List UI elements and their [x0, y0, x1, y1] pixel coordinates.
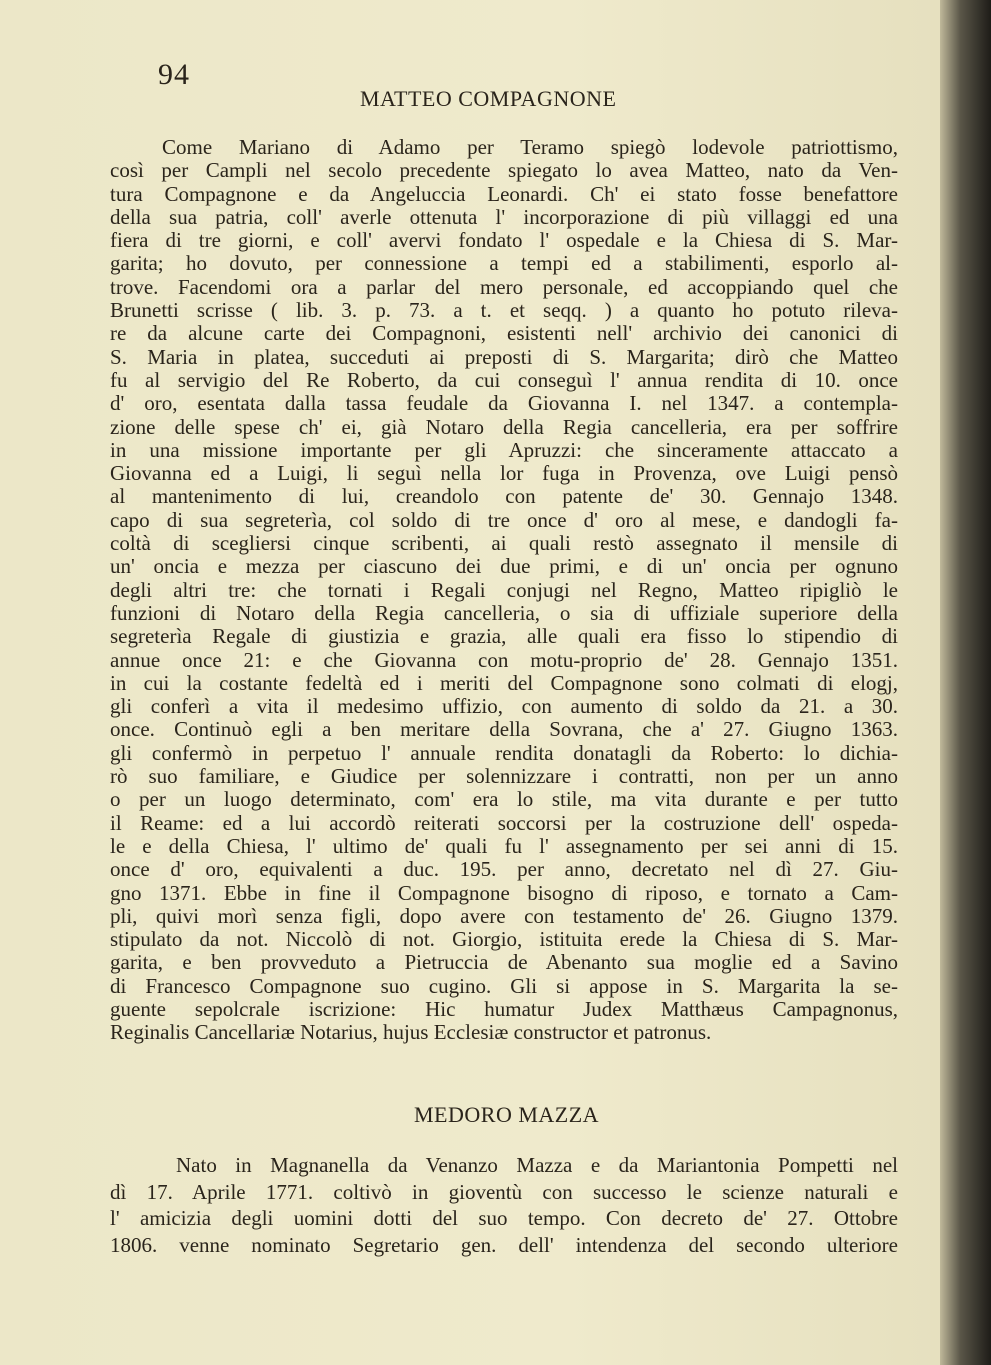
biography-medoro-mazza	[110, 1152, 898, 1258]
text-line: in una missione importante per gli Apruzzi: che sinceramente attaccato a	[110, 437, 898, 462]
text-line: l' amicizia degli uomini dotti del suo tempo. Con decreto de' 27. Ottobre	[110, 1206, 898, 1230]
text-line: segreterìa Regale di giustizia e grazia, alle quali era fisso lo stipendio di	[110, 624, 898, 649]
text-line: gli conferì a vita il medesimo uffizio, con aumento di soldo da 21. a 30.	[110, 694, 898, 719]
text-line: capo di sua segreterìa, col soldo di tre once d' oro al mese, e dandogli fa-	[110, 507, 898, 532]
text-line: Come Mariano di Adamo per Teramo spiegò lodevole patriottismo,	[162, 135, 898, 159]
text-line: re da alcune carte dei Compagnoni, esistenti nell' archivio dei canonici di	[110, 321, 898, 346]
text-line: dì 17. Aprile 1771. coltivò in gioventù con successo le scienze naturali e	[110, 1179, 898, 1204]
section-title-medoro-mazza: MEDORO MAZZA	[414, 1102, 600, 1127]
text-line: un' oncia e mezza per ciascuno dei due primi, e di un' oncia per ognuno	[110, 554, 898, 579]
text-line: d' oro, esentata dalla tassa feudale da Giovanna I. nel 1347. a contempla-	[110, 391, 898, 416]
text-line: coltà di scegliersi cinque scribenti, ai quali restò assegnato il mensile di	[110, 531, 898, 556]
text-line: Nato in Magnanella da Venanzo Mazza e da Mariantonia Pompetti nel	[176, 1153, 898, 1177]
text-line: Reginalis Cancellariæ Notarius, hujus Ecclesiæ constructor et patronus.	[110, 1020, 712, 1045]
text-line: garita, e ben provveduto a Pietruccia de Abenanto sua moglie ed a Savino	[110, 950, 898, 975]
text-line: della sua patria, coll' averle ottenuta l' incorporazione di più villaggi ed una	[110, 204, 898, 229]
text-line: S. Maria in platea, succeduti ai preposti di S. Margarita; dirò che Matteo	[110, 344, 898, 369]
book-gutter-shadow	[940, 0, 991, 1365]
text-line: tura Compagnone e da Angeluccia Leonardi. Ch' ei stato fosse benefattore	[110, 181, 898, 206]
text-line: rò suo familiare, e Giudice per solennizzare i contratti, non per un anno	[110, 764, 898, 789]
text-line: stipulato da not. Niccolò di not. Giorgio, istituita erede la Chiesa di S. Mar-	[110, 927, 898, 952]
text-line: al mantenimento di lui, creandolo con patente de' 30. Gennajo 1348.	[110, 484, 898, 509]
text-line: Giovanna ed a Luigi, li seguì nella lor fuga in Provenza, ove Luigi pensò	[110, 461, 898, 486]
text-line: guente sepolcrale iscrizione: Hic humatur Judex Matthæus Campagnonus,	[110, 996, 898, 1021]
text-line: 1806. venne nominato Segretario gen. dell' intendenza del secondo ulteriore	[110, 1232, 898, 1257]
text-line: le e della Chiesa, l' ultimo de' quali fu l' assegnamento per sei anni di 15.	[110, 833, 898, 858]
text-line: trove. Facendomi ora a parlar del mero personale, ed accoppiando quel che	[110, 274, 898, 299]
text-line: funzioni di Notaro della Regia cancelleria, o sia di uffiziale superiore della	[110, 600, 898, 625]
text-line: di Francesco Compagnone suo cugino. Gli si appose in S. Margarita la se-	[110, 973, 898, 998]
text-line: degli altri tre: che tornati i Regali conjugi nel Regno, Matteo ripigliò le	[110, 577, 898, 602]
text-line: così per Campli nel secolo precedente spiegato lo avea Matteo, nato da Ven-	[110, 158, 898, 183]
text-line: in cui la costante fedeltà ed i meriti del Compagnone sono colmati di elogj,	[110, 670, 898, 695]
text-line: fiera di tre giorni, e coll' avervi fondato l' ospedale e la Chiesa di S. Mar-	[110, 228, 898, 253]
text-line: annue once 21: e che Giovanna con motu-proprio de' 28. Gennajo 1351.	[110, 647, 898, 672]
text-line: gno 1371. Ebbe in fine il Compagnone bisogno di riposo, e tornato a Cam-	[110, 880, 898, 905]
text-line: garita; ho dovuto, per connessione a tempi ed a stabilimenti, esporlo al-	[110, 251, 898, 276]
page-number: 94	[158, 58, 190, 91]
text-line: gli confermò in perpetuo l' annuale rendita donatagli da Roberto: lo dichia-	[110, 740, 898, 765]
text-line: Brunetti scrisse ( lib. 3. p. 73. a t. et seqq. ) a quanto ho potuto rileva-	[110, 298, 898, 323]
biography-matteo-compagnone	[110, 136, 898, 1045]
running-head: MATTEO COMPAGNONE	[360, 86, 617, 111]
text-line: pli, quivi morì senza figli, dopo avere con testamento de' 26. Giugno 1379.	[110, 903, 898, 928]
text-line: zione delle spese ch' ei, già Notaro della Regia cancelleria, era per soffrire	[110, 414, 898, 439]
text-line: fu al servigio del Re Roberto, da cui conseguì l' annua rendita di 10. once	[110, 367, 898, 392]
text-line: o per un luogo determinato, com' era lo stile, ma vita durante e per tutto	[110, 787, 898, 812]
text-line: once d' oro, equivalenti a duc. 195. per anno, decretato nel dì 27. Giu-	[110, 857, 898, 882]
text-line: once. Continuò egli a ben meritare della Sovrana, che a' 27. Giugno 1363.	[110, 717, 898, 742]
text-line: il Reame: ed a lui accordò reiterati soccorsi per la costruzione dell' ospeda-	[110, 810, 898, 835]
